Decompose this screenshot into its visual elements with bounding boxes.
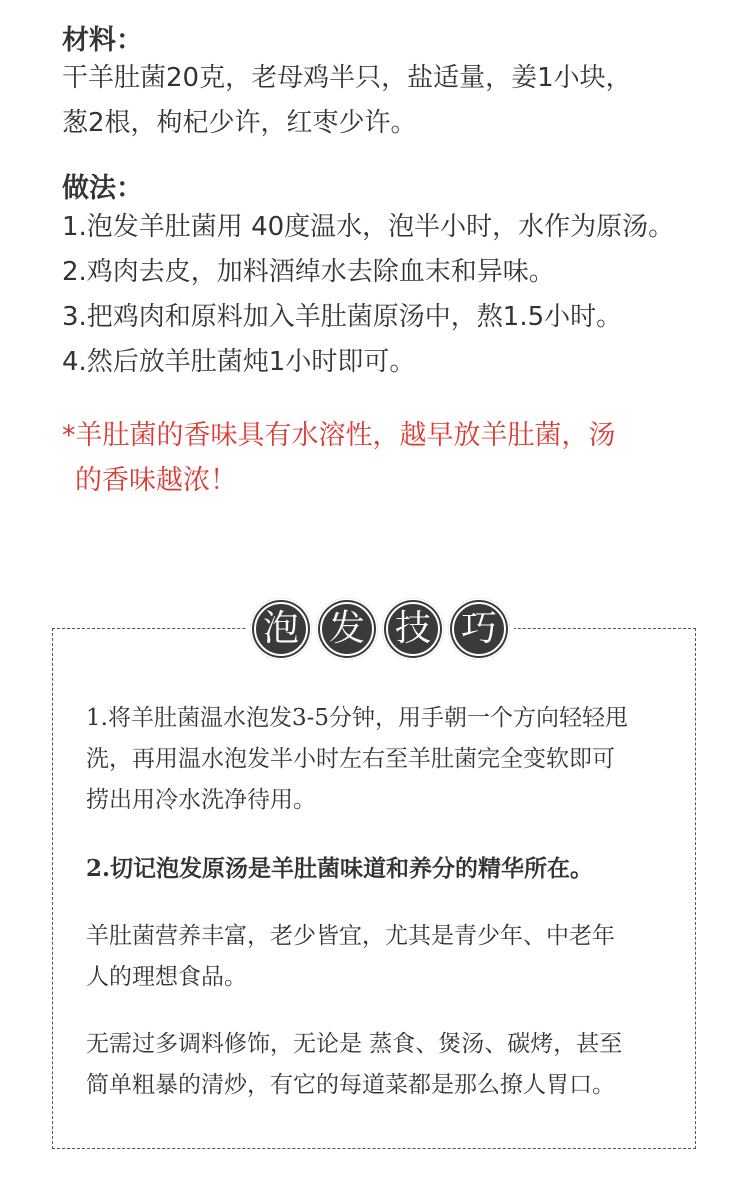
ingredients-line: 葱2根，枸杞少许，红枣少许。 <box>62 108 417 138</box>
tip-line: 2.切记泡发原汤是羊肚菌味道和养分的精华所在。 <box>86 855 594 882</box>
method-step: 4.然后放羊肚菌炖1小时即可。 <box>62 347 416 377</box>
flavor-note-line: 的香味越浓！ <box>75 465 237 496</box>
flavor-note-line: *羊肚菌的香味具有水溶性，越早放羊肚菌，汤 <box>62 420 616 451</box>
ingredients-heading: 材料： <box>62 25 143 56</box>
method-heading: 做法： <box>62 173 143 204</box>
method-step: 2.鸡肉去皮，加料酒绰水去除血末和异味。 <box>62 257 555 287</box>
tip-line: 洗，再用温水泡发半小时左右至羊肚菌完全变软即可 <box>86 746 615 772</box>
method-step: 1.泡发羊肚菌用 40度温水，泡半小时，水作为原汤。 <box>62 212 675 242</box>
tips-title-char: 发 <box>320 602 374 656</box>
flavor-note <box>62 413 616 503</box>
tips-title-badge <box>316 598 378 660</box>
tip-paragraph <box>86 1024 622 1106</box>
tips-title-char: 泡 <box>254 602 308 656</box>
tip-line: 1.将羊肚菌温水泡发3-5分钟，用手朝一个方向轻轻甩 <box>86 705 628 731</box>
tips-title-badge <box>448 598 510 660</box>
tip-line: 捞出用冷水洗净待用。 <box>86 787 316 813</box>
tip-line: 无需过多调料修饰，无论是 蒸食、煲汤、碳烤，甚至 <box>86 1031 623 1057</box>
tips-title-char: 巧 <box>452 602 506 656</box>
tip-paragraph <box>86 916 615 998</box>
tips-title-badge <box>250 598 312 660</box>
tips-title <box>246 596 514 662</box>
ingredients-line: 干羊肚菌20克，老母鸡半只，盐适量，姜1小块， <box>62 63 632 93</box>
tip-line: 羊肚菌营养丰富，老少皆宜，尤其是青少年、中老年 <box>86 923 615 949</box>
method-step: 3.把鸡肉和原料加入羊肚菌原汤中，熬1.5小时。 <box>62 302 623 332</box>
ingredients-list <box>62 56 632 146</box>
tip-paragraph-emphasis <box>86 848 593 889</box>
tip-paragraph <box>86 698 628 821</box>
tip-line: 简单粗暴的清炒，有它的每道菜都是那么撩人胃口。 <box>86 1072 615 1098</box>
tips-title-badge <box>382 598 444 660</box>
tip-line: 人的理想食品。 <box>86 964 247 990</box>
method-steps <box>62 205 674 385</box>
tips-title-char: 技 <box>386 602 440 656</box>
